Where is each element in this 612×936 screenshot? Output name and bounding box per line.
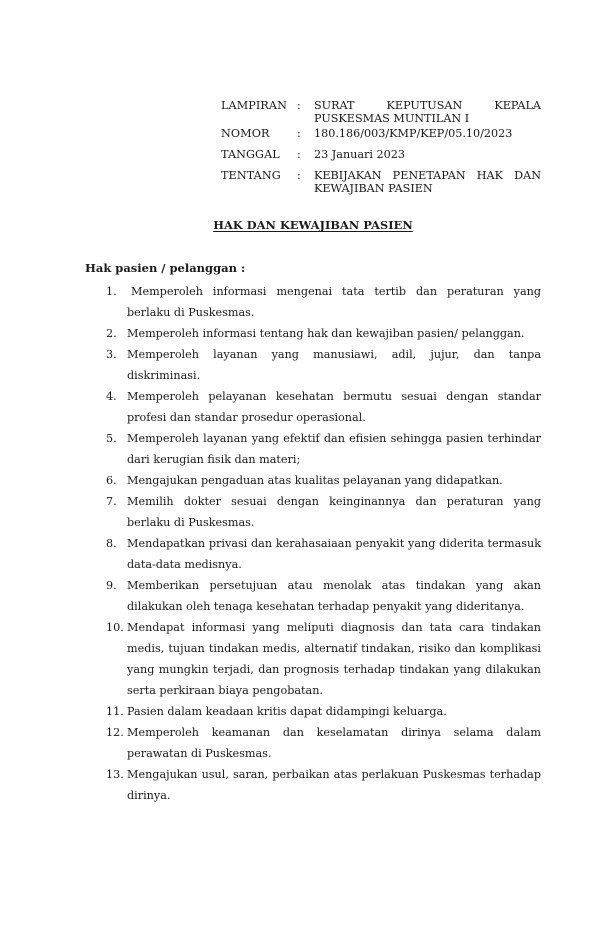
- meta-value: 23 Januari 2023: [314, 148, 405, 161]
- meta-row-nomor: [221, 127, 541, 148]
- document-metadata: [221, 99, 541, 195]
- meta-row-tanggal: [221, 148, 541, 169]
- item-number: 4.: [106, 390, 117, 403]
- meta-value-line: KEWAJIBAN PASIEN: [314, 182, 433, 195]
- list-item: [106, 533, 541, 575]
- list-item: [106, 764, 541, 806]
- list-item: [106, 323, 541, 344]
- meta-value: 180.186/003/KMP/KEP/05.10/2023: [314, 127, 513, 140]
- list-item: [106, 428, 541, 470]
- list-item: [106, 344, 541, 386]
- patient-rights-list: [106, 281, 541, 806]
- list-item: [106, 491, 541, 533]
- item-text: Memberikan persetujuan atau menolak atas tindakan yang akan dilakukan oleh tenaga kesehatan terhadap penyakit yang dideritanya.: [127, 579, 541, 613]
- item-text: Mengajukan pengaduan atas kualitas pelayanan yang didapatkan.: [127, 474, 503, 487]
- item-number: 13.: [106, 768, 124, 781]
- item-text: Memperoleh pelayanan kesehatan bermutu sesuai dengan standar profesi dan standar prosedur operasional.: [127, 390, 541, 424]
- list-item: [106, 722, 541, 764]
- item-number: 11.: [106, 705, 124, 718]
- meta-value-line: SURAT KEPUTUSAN KEPALA: [314, 99, 541, 112]
- item-text: Memilih dokter sesuai dengan keinginannya dan peraturan yang berlaku di Puskesmas.: [127, 495, 541, 529]
- item-number: 3.: [106, 348, 117, 361]
- section-heading: Hak pasien / pelanggan :: [85, 261, 246, 275]
- item-text: Mendapat informasi yang meliputi diagnosis dan tata cara tindakan medis, tujuan tindakan medis, alternatif tindakan, risiko dan komplikasi yang mungkin terjadi, dan prognosis terhadap tindakan yang dilakukan serta perkiraan biaya pengobatan.: [127, 621, 541, 697]
- item-number: 7.: [106, 495, 117, 508]
- meta-value-line: PUSKESMAS MUNTILAN I: [314, 112, 470, 125]
- meta-row-tentang: [221, 169, 541, 195]
- item-number: 5.: [106, 432, 117, 445]
- meta-label: NOMOR: [221, 127, 270, 140]
- item-text: Memperoleh informasi tentang hak dan kewajiban pasien/ pelanggan.: [127, 327, 525, 340]
- item-number: 1.: [106, 285, 117, 298]
- item-number: 2.: [106, 327, 117, 340]
- meta-colon: :: [297, 127, 301, 140]
- item-number: 6.: [106, 474, 117, 487]
- meta-value: [314, 169, 541, 195]
- document-title: HAK DAN KEWAJIBAN PASIEN: [213, 218, 413, 232]
- item-text: Memperoleh layanan yang manusiawi, adil, jujur, dan tanpa diskriminasi.: [127, 348, 541, 382]
- list-item: [106, 386, 541, 428]
- item-number: 12.: [106, 726, 124, 739]
- list-item: [106, 701, 541, 722]
- item-number: 10.: [106, 621, 124, 634]
- item-number: 9.: [106, 579, 117, 592]
- item-text: Pasien dalam keadaan kritis dapat didampingi keluarga.: [127, 705, 447, 718]
- meta-value: [314, 99, 541, 125]
- meta-label: TANGGAL: [221, 148, 280, 161]
- meta-label: TENTANG: [221, 169, 281, 182]
- meta-colon: :: [297, 169, 301, 182]
- item-text: Memperoleh keamanan dan keselamatan dirinya selama dalam perawatan di Puskesmas.: [127, 726, 541, 760]
- meta-value-line: KEBIJAKAN PENETAPAN HAK DAN: [314, 169, 541, 182]
- list-item: [106, 281, 541, 323]
- item-number: 8.: [106, 537, 117, 550]
- item-text: Mendapatkan privasi dan kerahasaiaan penyakit yang diderita termasuk data-data medisnya.: [127, 537, 541, 571]
- meta-colon: :: [297, 148, 301, 161]
- item-text: Memperoleh layanan yang efektif dan efisien sehingga pasien terhindar dari kerugian fisik dan materi;: [127, 432, 541, 466]
- meta-label: LAMPIRAN: [221, 99, 288, 112]
- meta-row-lampiran: [221, 99, 541, 127]
- item-text: Memperoleh informasi mengenai tata tertib dan peraturan yang berlaku di Puskesmas.: [127, 285, 541, 319]
- list-item: [106, 470, 541, 491]
- meta-colon: :: [297, 99, 301, 112]
- item-text: Mengajukan usul, saran, perbaikan atas perlakuan Puskesmas terhadap dirinya.: [127, 768, 541, 802]
- list-item: [106, 617, 541, 701]
- list-item: [106, 575, 541, 617]
